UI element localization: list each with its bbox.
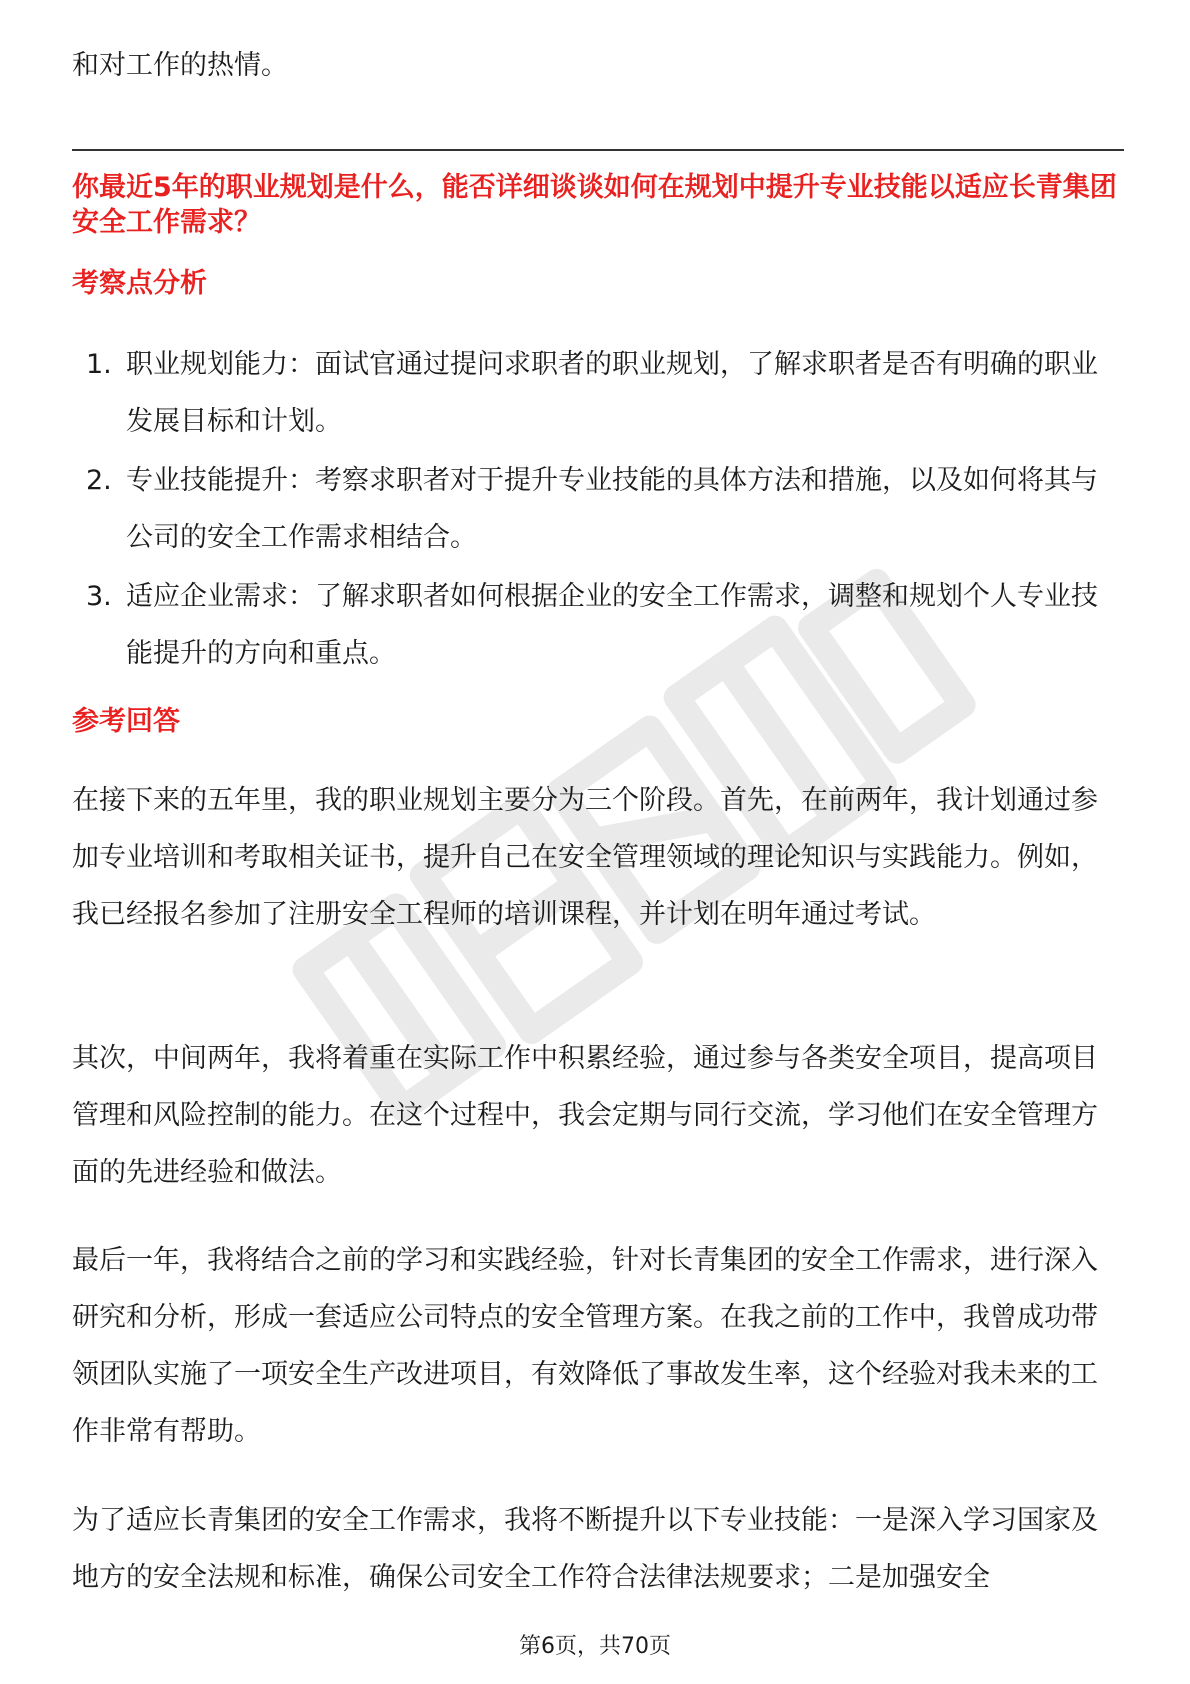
- list-number: 3.: [86, 581, 112, 612]
- answer-paragraph-text: 最后一年，我将结合之前的学习和实践经验，针对长青集团的安全工作需求，进行深入研究和分析，形成一套适应公司特点的安全管理方案。在我之前的工作中，我曾成功带领团队实施了一项安全生产改进项目，有效降低了事故发生率，这个经验对我未来的工作非常有帮助。: [72, 1245, 1098, 1447]
- section-divider: [72, 149, 1124, 151]
- question-heading: 你最近5年的职业规划是什么，能否详细谈谈如何在规划中提升专业技能以适应长青集团安全工作需求？: [72, 172, 1117, 238]
- analysis-item: [72, 568, 1124, 682]
- answer-paragraph-text: 其次，中间两年，我将着重在实际工作中积累经验，通过参与各类安全项目，提高项目管理和风险控制的能力。在这个过程中，我会定期与同行交流，学习他们在安全管理方面的先进经验和做法。: [72, 1043, 1098, 1188]
- analysis-item: [72, 336, 1124, 450]
- analysis-item-text: 适应企业需求：了解求职者如何根据企业的安全工作需求，调整和规划个人专业技能提升的方向和重点。: [126, 581, 1098, 669]
- answer-heading: 参考回答: [72, 706, 180, 737]
- continuation-text: 和对工作的热情。: [72, 50, 288, 81]
- page-footer: [0, 1632, 1190, 1662]
- answer-paragraph-text: 为了适应长青集团的安全工作需求，我将不断提升以下专业技能：一是深入学习国家及地方的安全法规和标准，确保公司安全工作符合法律法规要求；二是加强安全: [72, 1505, 1098, 1593]
- analysis-item: [72, 452, 1124, 566]
- analysis-item-text: 专业技能提升：考察求职者对于提升专业技能的具体方法和措施，以及如何将其与公司的安全工作需求相结合。: [126, 465, 1098, 553]
- answer-paragraph: [72, 1232, 1124, 1460]
- analysis-heading: 考察点分析: [72, 268, 207, 299]
- list-number: 2.: [86, 465, 112, 496]
- answer-paragraph: [72, 1030, 1124, 1201]
- list-number: 1.: [86, 349, 112, 380]
- analysis-list: [72, 336, 1124, 684]
- answer-paragraph: [72, 772, 1124, 943]
- answer-paragraph: [72, 1492, 1124, 1606]
- analysis-item-text: 职业规划能力：面试官通过提问求职者的职业规划，了解求职者是否有明确的职业发展目标和计划。: [126, 349, 1098, 437]
- answer-paragraph-text: 在接下来的五年里，我的职业规划主要分为三个阶段。首先，在前两年，我计划通过参加专业培训和考取相关证书，提升自己在安全管理领域的理论知识与实践能力。例如，我已经报名参加了注册安全工程师的培训课程，并计划在明年通过考试。: [72, 785, 1098, 930]
- page-number-label: 第6页，共70页: [519, 1634, 671, 1659]
